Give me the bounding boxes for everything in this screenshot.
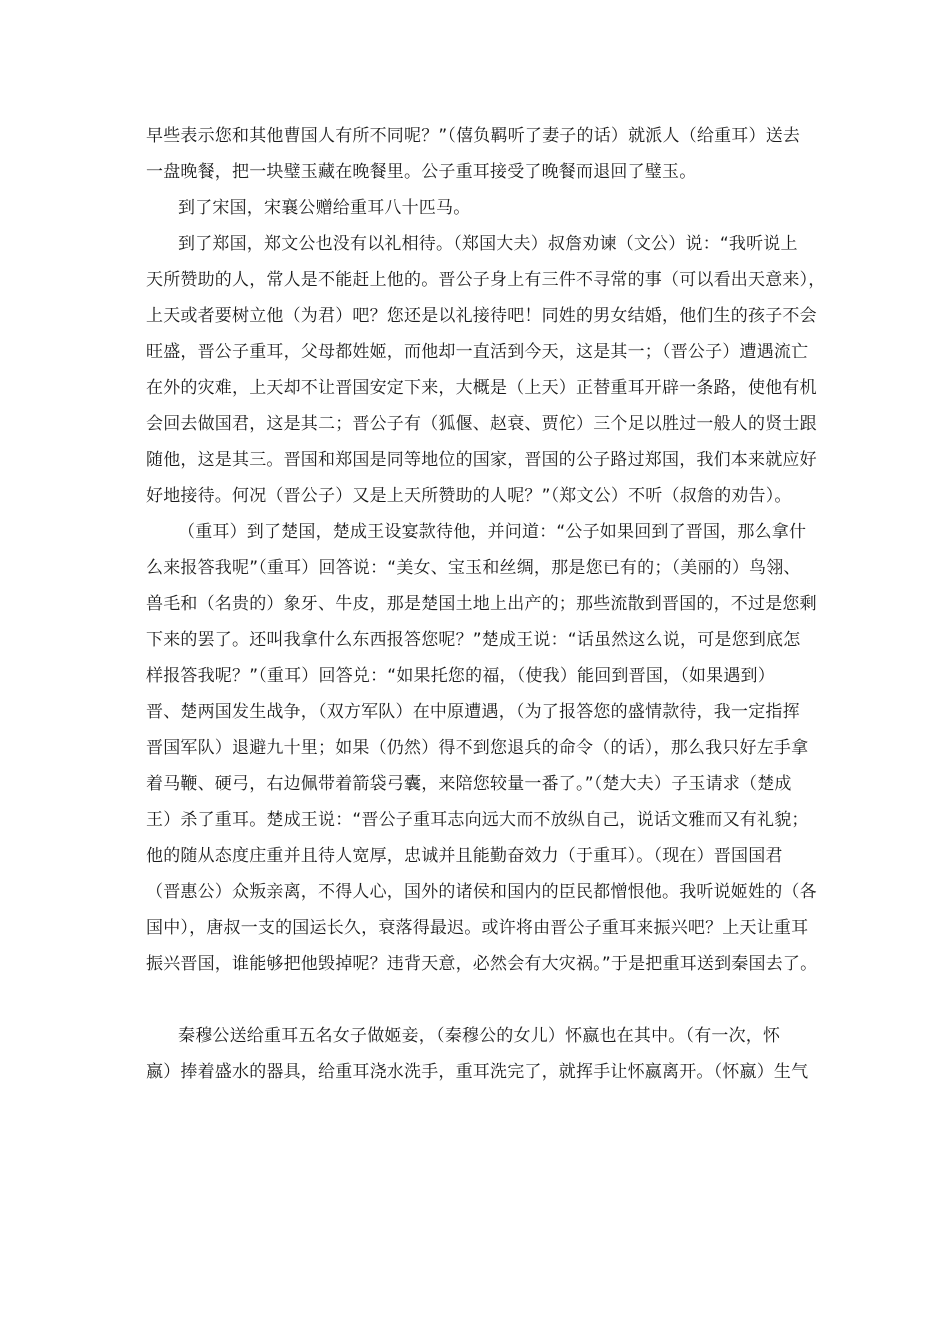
document-page	[146, 118, 826, 1090]
paragraph-start-song: 到了宋国，宋襄公赠给重耳八十匹马。	[178, 198, 471, 218]
text-line: 天所赞助的人，常人是不能赶上他的。晋公子身上有三件不寻常的事（可以看出天意来），	[146, 270, 826, 290]
paragraph-gap	[146, 982, 816, 1018]
text-line: 随他，这是其三。晋国和郑国是同等地位的国家，晋国的公子路过郑国，我们本来就应好	[146, 450, 817, 470]
text-line: 着马鞭、硬弓，右边佩带着箭袋弓囊，来陪您较量一番了。”（楚大夫）子玉请求（楚成	[146, 774, 792, 794]
text-line: 好地接待。何况（晋公子）又是上天所赞助的人呢？”（郑文公）不听（叔詹的劝告）。	[146, 486, 792, 506]
text-line: 一盘晚餐，把一块璧玉藏在晚餐里。公子重耳接受了晚餐而退回了璧玉。	[146, 162, 697, 182]
text-line: 晋、楚两国发生战争，（双方军队）在中原遭遇，（为了报答您的盛情款待，我一定指挥	[146, 702, 800, 722]
text-line: 上天或者要树立他（为君）吧？您还是以礼接待吧！同姓的男女结婚，他们生的孩子不会	[146, 306, 817, 326]
text-line: 下来的罢了。还叫我拿什么东西报答您呢？”楚成王说：“话虽然这么说，可是您到底怎	[146, 630, 801, 650]
text-line: 王）杀了重耳。楚成王说：“晋公子重耳志向远大而不放纵自己，说话文雅而又有礼貌；	[146, 810, 809, 830]
text-line: 兽毛和（名贵的）象牙、牛皮，那是楚国土地上出产的；那些流散到晋国的，不过是您剩	[146, 594, 817, 614]
text-line: 国中），唐叔一支的国运长久，衰落得最迟。或许将由晋公子重耳来振兴吧？上天让重耳	[146, 918, 809, 938]
paragraph-start-zheng: 到了郑国，郑文公也没有以礼相待。（郑国大夫）叔詹劝谏（文公）说：“我听说上	[178, 234, 798, 254]
text-line: （晋惠公）众叛亲离，不得人心，国外的诸侯和国内的臣民都憎恨他。我听说姬姓的（各	[146, 882, 817, 902]
text-line: 晋国军队）退避九十里；如果（仍然）得不到您退兵的命令（的话），那么我只好左手拿	[146, 738, 809, 758]
text-line: 振兴晋国，谁能够把他毁掉呢？违背天意，必然会有大灾祸。”于是把重耳送到秦国去了。	[146, 954, 818, 974]
text-line: 旺盛，晋公子重耳，父母都姓姬，而他却一直活到今天，这是其一；（晋公子）遭遇流亡	[146, 342, 809, 362]
text-line: 会回去做国君，这是其二；晋公子有（狐偃、赵衰、贾佗）三个足以胜过一般人的贤士跟	[146, 414, 817, 434]
text-line: 早些表示您和其他曹国人有所不同呢？”（僖负羁听了妻子的话）就派人（给重耳）送去	[146, 126, 801, 146]
text-line: 在外的灾难，上天却不让晋国安定下来，大概是（上天）正替重耳开辟一条路，使他有机	[146, 378, 817, 398]
paragraph-start-qin: 秦穆公送给重耳五名女子做姬妾，（秦穆公的女儿）怀嬴也在其中。（有一次，怀	[178, 1026, 781, 1046]
paragraph-start-chu: （重耳）到了楚国，楚成王设宴款待他，并问道：“公子如果回到了晋国，那么拿什	[178, 522, 807, 542]
text-line: 他的随从态度庄重并且待人宽厚，忠诚并且能勤奋效力（于重耳）。（现在）晋国国君	[146, 846, 783, 866]
text-line: 样报答我呢？”（重耳）回答兑：“如果托您的福，（使我）能回到晋国，（如果遇到）	[146, 666, 775, 686]
text-line: 么来报答我呢”（重耳）回答说：“美女、宝玉和丝绸，那是您已有的；（美丽的）鸟翎、	[146, 558, 801, 578]
text-line: 嬴）捧着盛水的器具，给重耳浇水洗手，重耳洗完了，就挥手让怀嬴离开。（怀嬴）生气	[146, 1062, 809, 1082]
